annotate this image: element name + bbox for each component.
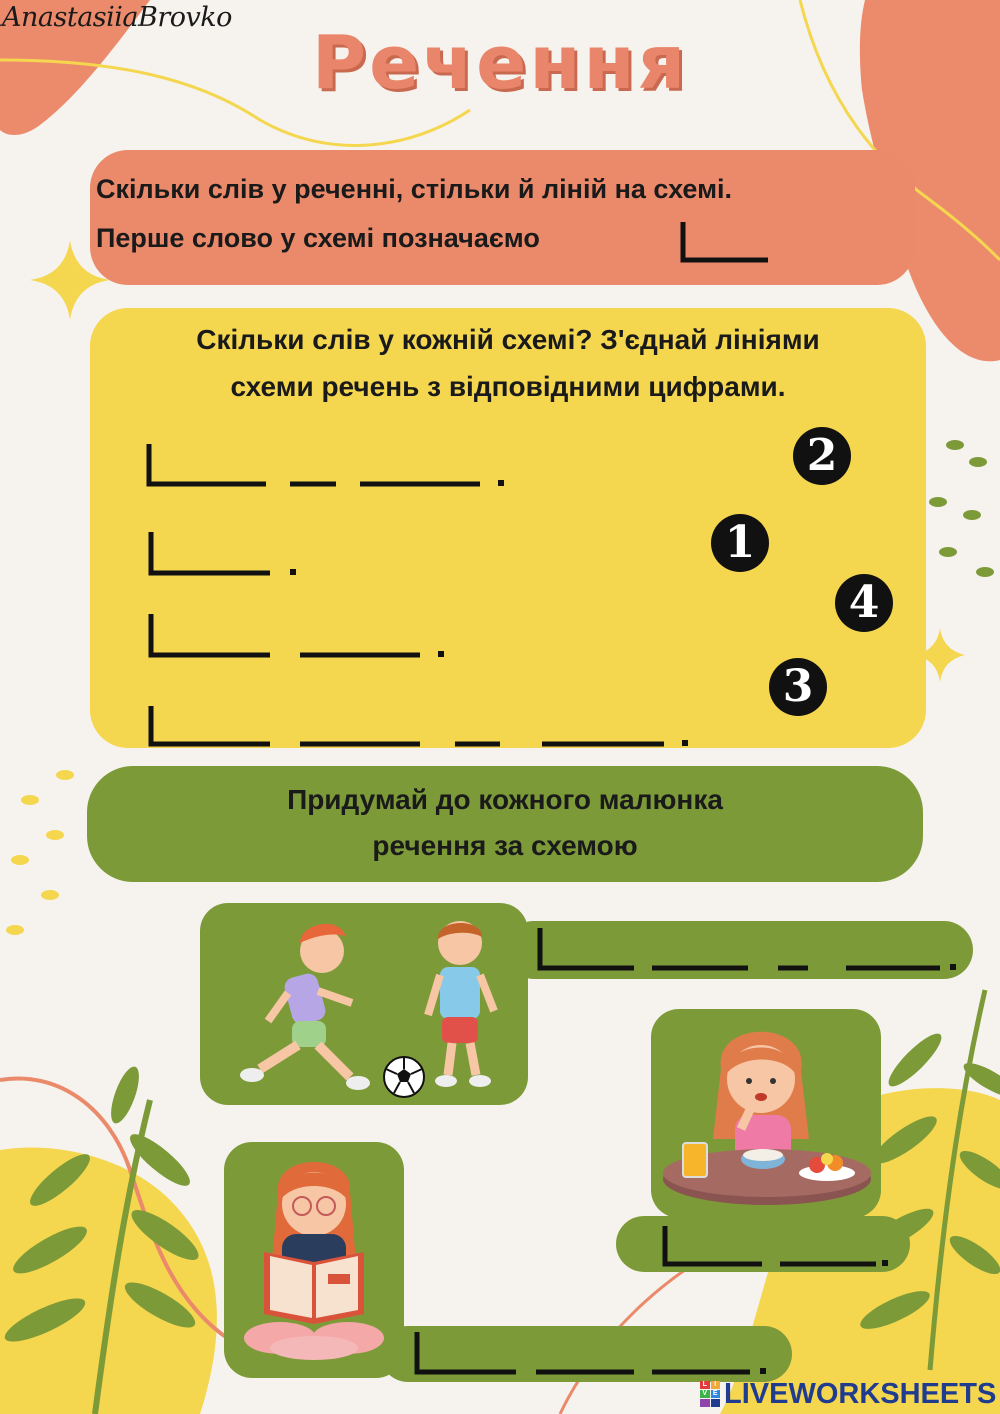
sentence-scheme-1[interactable] <box>140 438 520 494</box>
sentence-scheme-2[interactable] <box>140 528 320 584</box>
task-1-text-line-2: схеми речень з відповідними цифрами. <box>230 371 786 402</box>
picture-box-eating <box>651 1009 881 1218</box>
number-badge-1[interactable]: 1 <box>711 514 769 572</box>
picture-box-football <box>200 903 528 1105</box>
book-icon <box>264 1252 364 1324</box>
task-1-text-line-1: Скільки слів у кожній схемі? З'єднай лініями <box>196 324 820 355</box>
boys-playing-football-illustration <box>200 903 528 1105</box>
sentence-scheme-3[interactable] <box>140 610 460 666</box>
footer-brand <box>700 1378 996 1410</box>
picture-box-reading <box>224 1142 404 1378</box>
girl-reading-illustration <box>224 1142 404 1378</box>
answer-scheme-3[interactable] <box>408 1328 778 1380</box>
girl-eating-illustration <box>651 1009 881 1218</box>
page-title: Речення <box>311 20 689 106</box>
task-2-text-line-1: Придумай до кожного малюнка <box>287 784 723 815</box>
number-badge-3[interactable]: 3 <box>769 658 827 716</box>
answer-scheme-2[interactable] <box>656 1222 896 1272</box>
number-badge-2[interactable]: 2 <box>793 427 851 485</box>
author-signature: AnastasiiaBrovko <box>2 2 232 33</box>
task-2-text-line-2: речення за схемою <box>372 830 638 861</box>
rule-text-line-1: Скільки слів у реченні, стільки й ліній на схемі. <box>96 174 733 204</box>
rule-panel <box>90 150 915 285</box>
answer-scheme-1[interactable] <box>528 924 968 976</box>
number-badge-4[interactable]: 4 <box>835 574 893 632</box>
sentence-scheme-4[interactable] <box>140 702 700 752</box>
liveworksheets-logo-icon: L I V E <box>700 1381 720 1407</box>
footer-brand-text[interactable]: LIVEWORKSHEETS <box>724 1377 997 1410</box>
first-word-symbol <box>672 216 776 266</box>
rule-text-line-2: Перше слово у схемі позначаємо <box>96 223 540 253</box>
breakfast-table-icon <box>663 1143 871 1205</box>
soccer-ball-icon <box>384 1057 424 1097</box>
